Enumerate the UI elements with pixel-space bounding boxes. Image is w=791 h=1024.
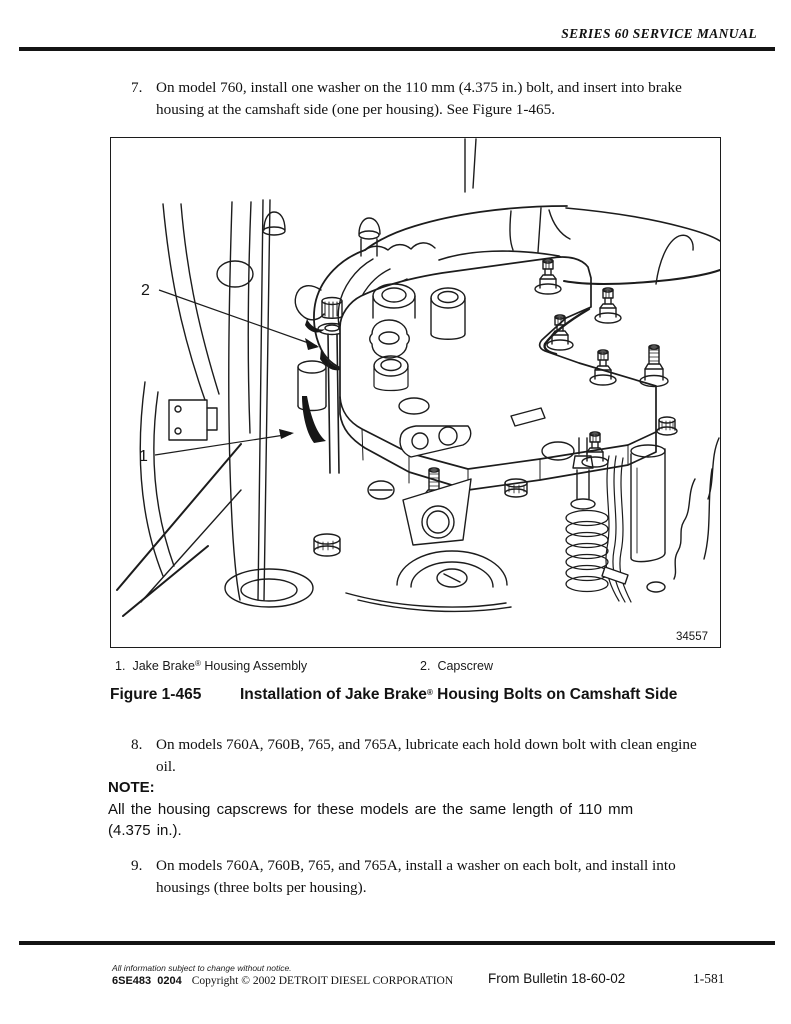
footer-copyright-line [112, 975, 453, 987]
legend-item-capscrew [420, 659, 493, 673]
note-line: All the housing capscrews for these models are the same length of 110 mm [108, 801, 634, 818]
step-line: housings (three bolts per housing). [156, 878, 367, 896]
step-number: 7. [131, 79, 143, 96]
engine-line-drawing [111, 138, 720, 647]
figure-title-pre: Installation of Jake Brake [240, 686, 427, 703]
note-heading: NOTE: [108, 779, 155, 796]
note-line: (4.375 in.). [108, 822, 182, 839]
step-text [156, 77, 716, 120]
step-number: 8. [131, 736, 143, 753]
figure-1-465-image [110, 137, 721, 648]
step-text [156, 734, 716, 777]
step-line: On model 760, install one washer on the 110 mm (4.375 in.) bolt, and insert into brake [156, 79, 682, 96]
page-header-title: SERIES 60 SERVICE MANUAL [561, 26, 757, 41]
step-line: housing at the camshaft side (one per housing). See Figure 1-465. [156, 100, 556, 118]
footer-notice: All information subject to change without notice. [112, 963, 292, 973]
capscrew-illustration [298, 298, 346, 474]
copyright-text: Copyright © 2002 DETROIT DIESEL CORPORATION [191, 975, 454, 987]
legend-number: 2. [420, 659, 431, 673]
callout-housing [139, 429, 294, 465]
step-number: 9. [131, 857, 143, 874]
header-rule [19, 47, 775, 51]
footer-rule [19, 941, 775, 945]
footer-page-number: 1-581 [693, 971, 725, 986]
legend-label-post: Housing Assembly [200, 659, 308, 673]
step-line: oil. [156, 757, 176, 775]
figure-art-number: 34557 [676, 631, 708, 643]
figure-title-text [240, 686, 721, 704]
step-line: On models 760A, 760B, 765, and 765A, lubricate each hold down bolt with clean engine [156, 736, 697, 753]
step-line: On models 760A, 760B, 765, and 765A, install a washer on each bolt, and install into [156, 857, 676, 874]
note-body [108, 799, 668, 841]
legend-label: Jake Brake [132, 659, 195, 673]
document-code: 6SE483 0204 [112, 975, 182, 987]
registered-mark: ® [426, 688, 433, 697]
figure-number: Figure 1-465 [110, 686, 202, 703]
registered-mark: ® [194, 659, 201, 668]
step-text [156, 855, 716, 898]
footer-bulletin: From Bulletin 18-60-02 [488, 971, 626, 986]
illustration-strokes [117, 139, 720, 616]
figure-title-post: Housing Bolts on Camshaft Side [432, 686, 678, 703]
callout-label-2: 2 [141, 282, 150, 299]
legend-item-housing [115, 659, 307, 673]
legend-label: Capscrew [437, 659, 494, 673]
legend-number: 1. [115, 659, 126, 673]
callout-label-1: 1 [139, 448, 148, 465]
